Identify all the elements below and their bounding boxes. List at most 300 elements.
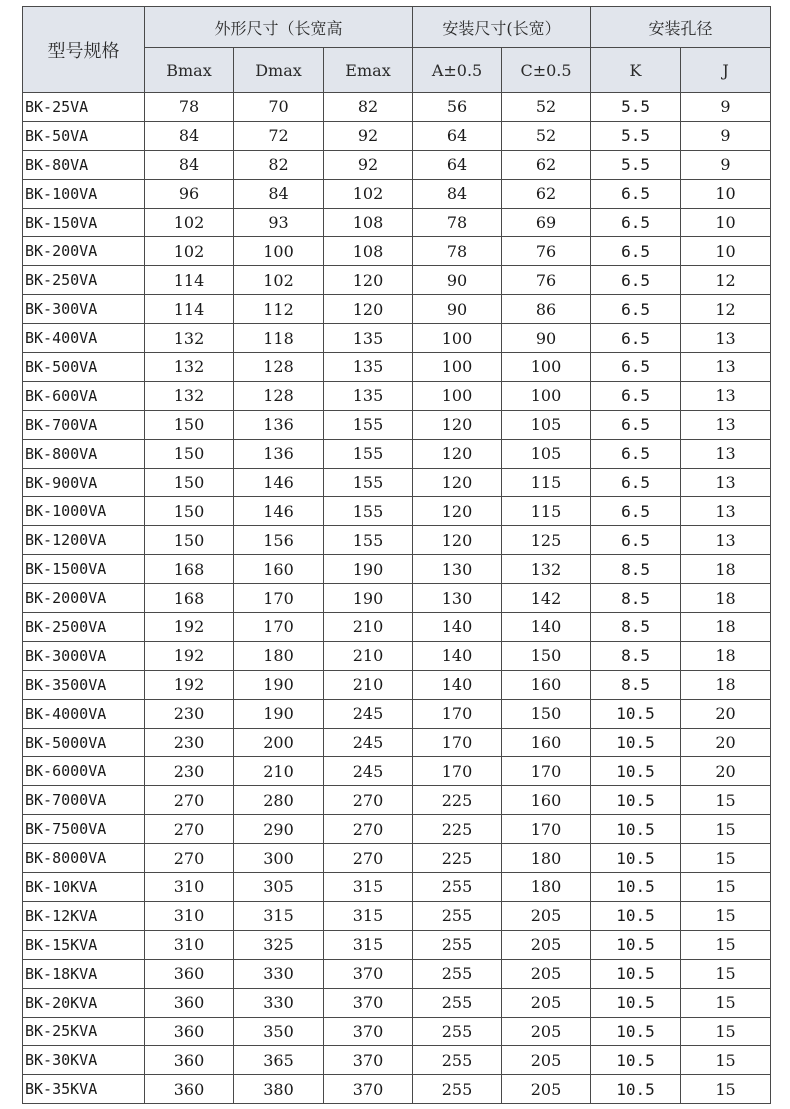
cell-k: 6.5 [591,353,681,382]
cell-dmax: 156 [234,526,324,555]
cell-c: 205 [502,959,591,988]
cell-model: BK-700VA [23,410,145,439]
cell-c: 170 [502,757,591,786]
cell-j: 15 [681,786,771,815]
cell-bmax: 310 [145,930,234,959]
cell-model: BK-1500VA [23,555,145,584]
cell-bmax: 230 [145,699,234,728]
cell-bmax: 310 [145,901,234,930]
table-row [23,699,771,728]
cell-a: 78 [413,237,502,266]
cell-dmax: 290 [234,815,324,844]
table-row [23,93,771,122]
cell-dmax: 350 [234,1017,324,1046]
table-row [23,353,771,382]
cell-model: BK-2000VA [23,584,145,613]
cell-emax: 270 [324,786,413,815]
cell-a: 84 [413,179,502,208]
table-row [23,150,771,179]
cell-dmax: 330 [234,959,324,988]
cell-model: BK-50VA [23,121,145,150]
cell-j: 18 [681,670,771,699]
cell-emax: 82 [324,93,413,122]
cell-dmax: 210 [234,757,324,786]
cell-c: 140 [502,613,591,642]
cell-j: 10 [681,208,771,237]
cell-emax: 210 [324,670,413,699]
cell-c: 205 [502,930,591,959]
cell-model: BK-600VA [23,381,145,410]
cell-emax: 315 [324,901,413,930]
cell-j: 10 [681,179,771,208]
cell-model: BK-800VA [23,439,145,468]
cell-k: 10.5 [591,1046,681,1075]
table-row [23,1046,771,1075]
cell-c: 115 [502,468,591,497]
cell-a: 170 [413,757,502,786]
cell-a: 140 [413,670,502,699]
cell-model: BK-4000VA [23,699,145,728]
cell-emax: 245 [324,728,413,757]
column-header-dmax: Dmax [234,48,324,93]
cell-bmax: 360 [145,1046,234,1075]
cell-model: BK-10KVA [23,873,145,902]
cell-dmax: 82 [234,150,324,179]
cell-j: 15 [681,930,771,959]
cell-dmax: 112 [234,295,324,324]
cell-dmax: 128 [234,353,324,382]
spec-table-container [22,6,770,1104]
cell-bmax: 192 [145,641,234,670]
cell-k: 6.5 [591,439,681,468]
cell-model: BK-3500VA [23,670,145,699]
cell-dmax: 102 [234,266,324,295]
cell-j: 13 [681,410,771,439]
cell-model: BK-500VA [23,353,145,382]
cell-bmax: 78 [145,93,234,122]
cell-j: 15 [681,1075,771,1104]
cell-k: 8.5 [591,584,681,613]
cell-c: 90 [502,324,591,353]
cell-j: 15 [681,1017,771,1046]
cell-a: 130 [413,584,502,613]
cell-bmax: 114 [145,295,234,324]
cell-c: 69 [502,208,591,237]
cell-emax: 155 [324,526,413,555]
cell-dmax: 118 [234,324,324,353]
cell-k: 5.5 [591,121,681,150]
cell-j: 15 [681,1046,771,1075]
cell-k: 6.5 [591,295,681,324]
cell-emax: 190 [324,584,413,613]
cell-emax: 108 [324,208,413,237]
cell-k: 8.5 [591,670,681,699]
cell-k: 6.5 [591,208,681,237]
cell-emax: 155 [324,439,413,468]
cell-a: 170 [413,699,502,728]
cell-k: 10.5 [591,959,681,988]
cell-bmax: 102 [145,237,234,266]
column-header-a: A±0.5 [413,48,502,93]
cell-dmax: 190 [234,670,324,699]
cell-model: BK-35KVA [23,1075,145,1104]
group-header-outer-dimensions: 外形尺寸（长宽高 [145,7,413,48]
cell-model: BK-3000VA [23,641,145,670]
cell-c: 105 [502,439,591,468]
cell-emax: 210 [324,641,413,670]
cell-j: 13 [681,324,771,353]
cell-k: 10.5 [591,757,681,786]
column-header-c: C±0.5 [502,48,591,93]
cell-a: 100 [413,381,502,410]
cell-j: 18 [681,613,771,642]
cell-k: 10.5 [591,873,681,902]
cell-dmax: 315 [234,901,324,930]
cell-c: 76 [502,266,591,295]
group-header-mounting-dimensions: 安装尺寸(长宽） [413,7,591,48]
table-row [23,1017,771,1046]
cell-c: 142 [502,584,591,613]
cell-k: 10.5 [591,1075,681,1104]
cell-emax: 370 [324,1075,413,1104]
cell-emax: 370 [324,959,413,988]
table-row [23,670,771,699]
cell-c: 170 [502,815,591,844]
table-row [23,439,771,468]
cell-k: 5.5 [591,150,681,179]
table-row [23,1075,771,1104]
cell-j: 13 [681,353,771,382]
cell-model: BK-100VA [23,179,145,208]
cell-k: 6.5 [591,497,681,526]
cell-a: 64 [413,150,502,179]
table-row [23,815,771,844]
table-row [23,497,771,526]
cell-k: 10.5 [591,815,681,844]
table-row [23,324,771,353]
cell-c: 86 [502,295,591,324]
cell-dmax: 170 [234,584,324,613]
cell-j: 9 [681,121,771,150]
cell-c: 205 [502,901,591,930]
cell-emax: 315 [324,930,413,959]
table-row [23,410,771,439]
spec-table [22,6,771,1104]
cell-bmax: 230 [145,728,234,757]
cell-emax: 92 [324,150,413,179]
cell-j: 13 [681,439,771,468]
cell-emax: 120 [324,295,413,324]
cell-k: 10.5 [591,786,681,815]
column-header-k: K [591,48,681,93]
cell-k: 8.5 [591,613,681,642]
cell-c: 132 [502,555,591,584]
cell-a: 64 [413,121,502,150]
cell-a: 255 [413,1017,502,1046]
cell-bmax: 270 [145,786,234,815]
table-row [23,873,771,902]
table-row [23,901,771,930]
cell-emax: 245 [324,699,413,728]
cell-j: 13 [681,526,771,555]
cell-dmax: 128 [234,381,324,410]
cell-model: BK-80VA [23,150,145,179]
cell-k: 6.5 [591,179,681,208]
cell-j: 20 [681,728,771,757]
cell-dmax: 305 [234,873,324,902]
cell-c: 52 [502,121,591,150]
cell-bmax: 132 [145,353,234,382]
cell-emax: 155 [324,410,413,439]
cell-dmax: 365 [234,1046,324,1075]
cell-a: 170 [413,728,502,757]
cell-c: 150 [502,699,591,728]
cell-k: 10.5 [591,901,681,930]
cell-dmax: 70 [234,93,324,122]
cell-model: BK-1200VA [23,526,145,555]
cell-a: 120 [413,439,502,468]
cell-emax: 92 [324,121,413,150]
cell-emax: 315 [324,873,413,902]
cell-emax: 270 [324,844,413,873]
cell-a: 140 [413,613,502,642]
cell-j: 20 [681,757,771,786]
cell-model: BK-1000VA [23,497,145,526]
cell-bmax: 150 [145,439,234,468]
cell-emax: 135 [324,353,413,382]
cell-emax: 270 [324,815,413,844]
cell-j: 10 [681,237,771,266]
table-row [23,237,771,266]
cell-dmax: 146 [234,468,324,497]
cell-a: 255 [413,901,502,930]
cell-bmax: 168 [145,555,234,584]
cell-emax: 155 [324,497,413,526]
cell-k: 10.5 [591,1017,681,1046]
cell-j: 15 [681,901,771,930]
table-row [23,930,771,959]
cell-emax: 135 [324,381,413,410]
cell-bmax: 150 [145,497,234,526]
cell-bmax: 150 [145,410,234,439]
cell-j: 9 [681,150,771,179]
cell-j: 15 [681,873,771,902]
table-row [23,208,771,237]
cell-k: 8.5 [591,641,681,670]
cell-c: 205 [502,1046,591,1075]
cell-j: 13 [681,497,771,526]
cell-k: 10.5 [591,988,681,1017]
cell-dmax: 170 [234,613,324,642]
cell-c: 180 [502,844,591,873]
cell-dmax: 380 [234,1075,324,1104]
cell-k: 6.5 [591,410,681,439]
cell-model: BK-12KVA [23,901,145,930]
cell-dmax: 180 [234,641,324,670]
cell-model: BK-25KVA [23,1017,145,1046]
cell-c: 100 [502,381,591,410]
cell-bmax: 230 [145,757,234,786]
cell-dmax: 84 [234,179,324,208]
cell-emax: 210 [324,613,413,642]
cell-j: 13 [681,468,771,497]
cell-a: 255 [413,1046,502,1075]
cell-c: 62 [502,150,591,179]
cell-model: BK-15KVA [23,930,145,959]
cell-emax: 108 [324,237,413,266]
cell-c: 205 [502,1017,591,1046]
cell-bmax: 168 [145,584,234,613]
cell-a: 130 [413,555,502,584]
column-header-bmax: Bmax [145,48,234,93]
model-column-header: 型号规格 [23,7,145,93]
table-body [23,93,771,1104]
cell-dmax: 280 [234,786,324,815]
table-row [23,266,771,295]
cell-j: 15 [681,959,771,988]
cell-model: BK-18KVA [23,959,145,988]
cell-k: 6.5 [591,324,681,353]
cell-dmax: 100 [234,237,324,266]
cell-model: BK-20KVA [23,988,145,1017]
cell-c: 160 [502,786,591,815]
cell-a: 255 [413,988,502,1017]
cell-model: BK-30KVA [23,1046,145,1075]
table-row [23,179,771,208]
cell-k: 10.5 [591,930,681,959]
cell-c: 160 [502,670,591,699]
column-header-emax: Emax [324,48,413,93]
cell-c: 52 [502,93,591,122]
cell-a: 78 [413,208,502,237]
cell-c: 125 [502,526,591,555]
cell-k: 6.5 [591,237,681,266]
cell-a: 120 [413,410,502,439]
cell-model: BK-2500VA [23,613,145,642]
cell-dmax: 330 [234,988,324,1017]
cell-model: BK-7500VA [23,815,145,844]
cell-j: 12 [681,266,771,295]
cell-k: 5.5 [591,93,681,122]
cell-dmax: 136 [234,439,324,468]
cell-a: 120 [413,526,502,555]
cell-j: 13 [681,381,771,410]
cell-model: BK-250VA [23,266,145,295]
cell-c: 150 [502,641,591,670]
table-row [23,468,771,497]
cell-a: 255 [413,959,502,988]
cell-emax: 135 [324,324,413,353]
cell-a: 255 [413,1075,502,1104]
cell-emax: 370 [324,1046,413,1075]
cell-a: 120 [413,497,502,526]
cell-a: 225 [413,786,502,815]
cell-model: BK-25VA [23,93,145,122]
cell-model: BK-300VA [23,295,145,324]
cell-bmax: 360 [145,988,234,1017]
cell-bmax: 84 [145,121,234,150]
cell-c: 105 [502,410,591,439]
cell-dmax: 300 [234,844,324,873]
cell-bmax: 84 [145,150,234,179]
table-row [23,844,771,873]
cell-emax: 102 [324,179,413,208]
cell-k: 10.5 [591,728,681,757]
cell-k: 10.5 [591,699,681,728]
cell-a: 100 [413,353,502,382]
table-row [23,613,771,642]
cell-dmax: 160 [234,555,324,584]
cell-dmax: 190 [234,699,324,728]
cell-emax: 245 [324,757,413,786]
table-row [23,757,771,786]
cell-model: BK-7000VA [23,786,145,815]
cell-bmax: 360 [145,1017,234,1046]
cell-bmax: 360 [145,1075,234,1104]
cell-bmax: 132 [145,381,234,410]
cell-emax: 190 [324,555,413,584]
table-row [23,295,771,324]
table-row [23,988,771,1017]
cell-c: 180 [502,873,591,902]
cell-a: 56 [413,93,502,122]
cell-j: 20 [681,699,771,728]
table-row [23,526,771,555]
cell-k: 6.5 [591,526,681,555]
cell-dmax: 72 [234,121,324,150]
cell-c: 62 [502,179,591,208]
cell-model: BK-400VA [23,324,145,353]
cell-bmax: 150 [145,526,234,555]
cell-a: 90 [413,295,502,324]
table-row [23,959,771,988]
cell-bmax: 310 [145,873,234,902]
cell-a: 225 [413,815,502,844]
cell-bmax: 150 [145,468,234,497]
table-row [23,641,771,670]
cell-j: 9 [681,93,771,122]
cell-bmax: 114 [145,266,234,295]
table-header [23,7,771,93]
cell-emax: 155 [324,468,413,497]
cell-emax: 120 [324,266,413,295]
cell-bmax: 192 [145,613,234,642]
cell-bmax: 270 [145,815,234,844]
cell-j: 18 [681,641,771,670]
cell-a: 90 [413,266,502,295]
cell-dmax: 93 [234,208,324,237]
cell-dmax: 136 [234,410,324,439]
cell-model: BK-5000VA [23,728,145,757]
table-row [23,786,771,815]
cell-c: 160 [502,728,591,757]
cell-j: 12 [681,295,771,324]
cell-bmax: 360 [145,959,234,988]
cell-a: 140 [413,641,502,670]
cell-j: 15 [681,988,771,1017]
cell-c: 205 [502,1075,591,1104]
cell-a: 225 [413,844,502,873]
cell-j: 15 [681,844,771,873]
cell-dmax: 146 [234,497,324,526]
cell-k: 6.5 [591,266,681,295]
cell-model: BK-200VA [23,237,145,266]
cell-k: 8.5 [591,555,681,584]
cell-k: 6.5 [591,468,681,497]
cell-model: BK-6000VA [23,757,145,786]
cell-model: BK-150VA [23,208,145,237]
cell-bmax: 96 [145,179,234,208]
